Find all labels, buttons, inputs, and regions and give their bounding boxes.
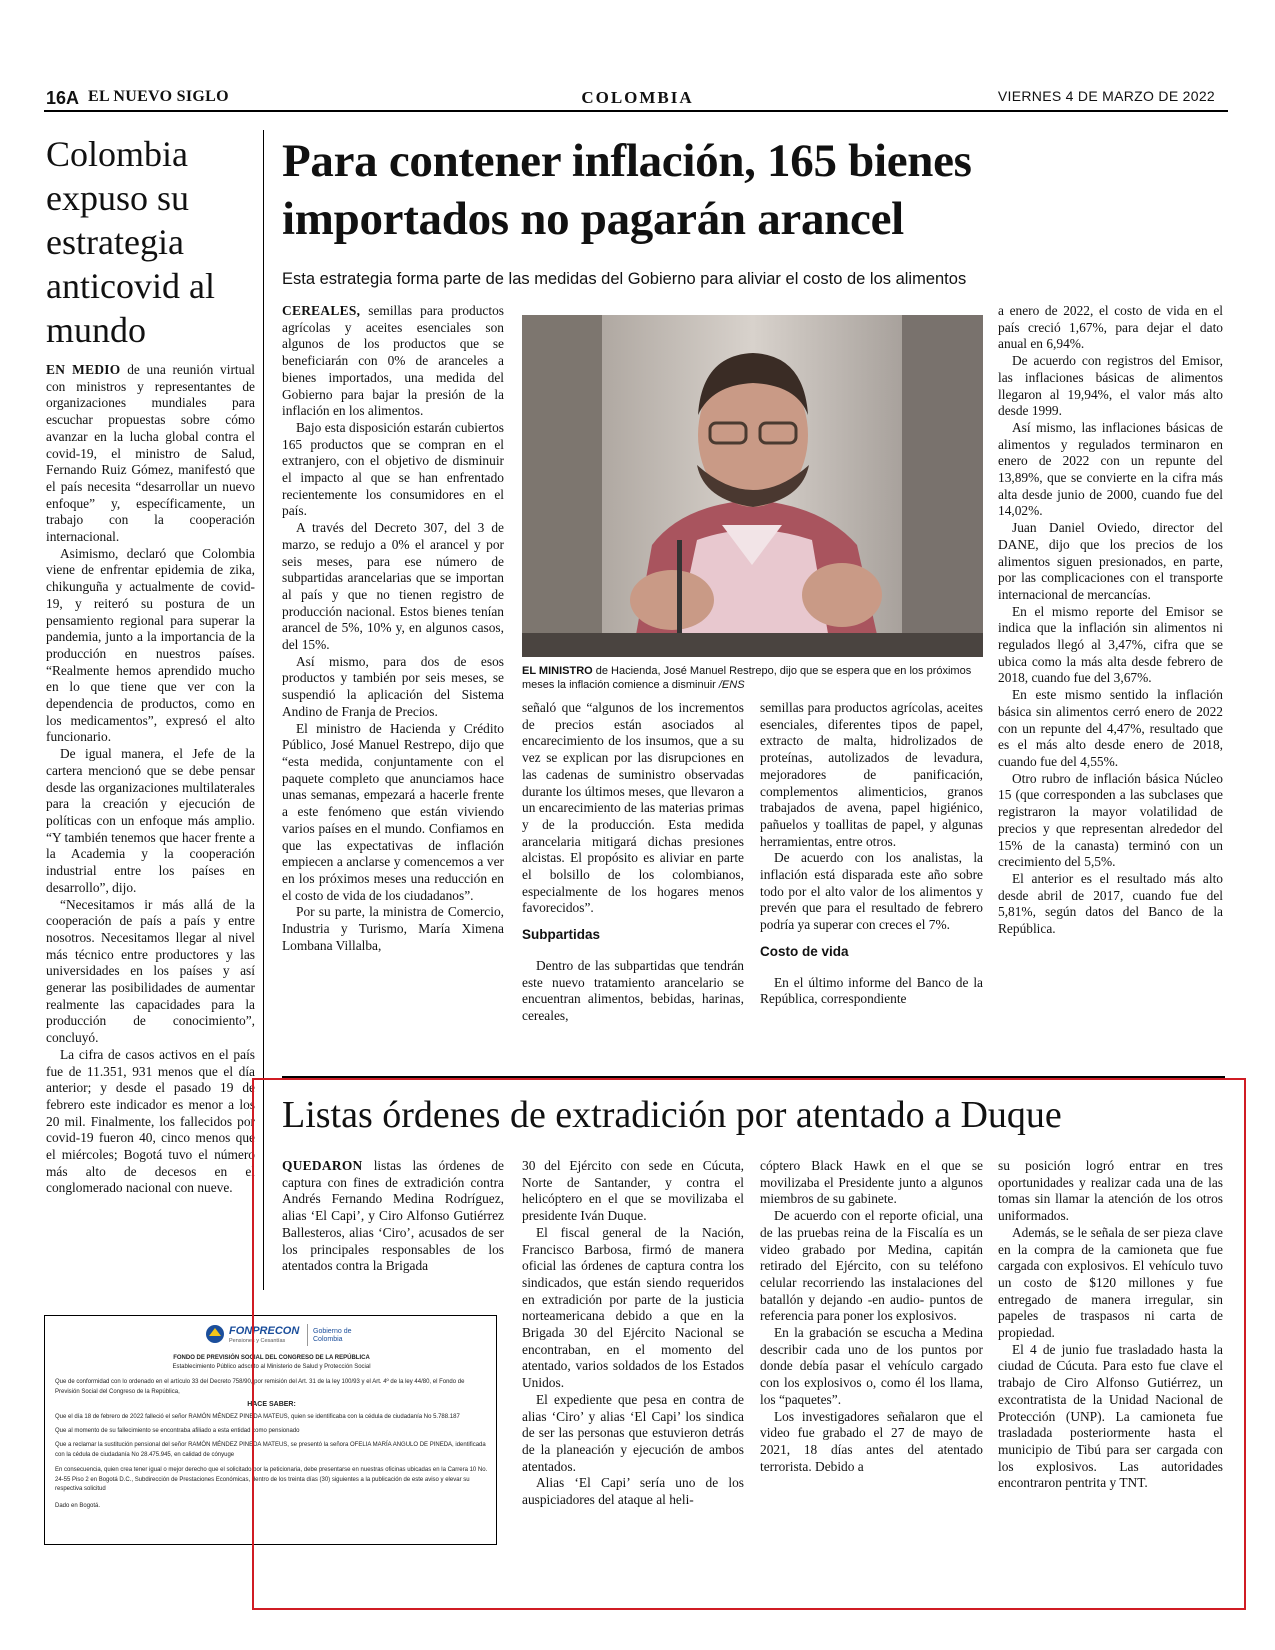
issue-date: VIERNES 4 DE MARZO DE 2022 xyxy=(997,88,1215,104)
fonprecon-logo-icon xyxy=(205,1324,225,1344)
notice-paragraph: Que a reclamar la sustitución pensional del señor RAMÓN MÉNDEZ PINEDA MATEUS, se presentó la señora OFELIA MARÍA ANGULO DE PINEDA, identificada con la cédula de ciudadanía No 28.475.945, en calidad de cónyuge xyxy=(55,1442,486,1458)
paragraph: De acuerdo con el reporte oficial, una de las pruebas reina de la Fiscalía es un video grabado por Medina, capitán retirado del Ejército, con su teléfono celular recorriendo las instalaciones del batallón y dejando -en audio- puntos de referencia para poner los explosivos. xyxy=(760,1208,983,1324)
paragraph: El anterior es el resultado más alto desde abril de 2017, cuando fue del 5,81%, según datos del Banco de la República. xyxy=(998,870,1223,937)
paragraph: Dentro de las subpartidas que tendrán este nuevo tratamiento arancelario se encuentran alimentos, bebidas, harinas, cereales, xyxy=(522,957,744,1023)
government-logo-text: Gobierno de Colombia xyxy=(313,1328,352,1343)
paragraph: La cifra de casos activos en el país fue de 11.351, 931 menos que el día anterior; y desde el pasado 19 de febrero este indicador es menor a los 20 mil. Finalmente, los fallecidos por covid-19 fueron 40, cinco menos que el miércoles; Bogotá tuvo el número más alto de decesos en el conglomerado nacional con nueve. xyxy=(46,1046,255,1196)
paragraph: Por su parte, la ministra de Comercio, Industria y Turismo, María Ximena Lombana Villalba, xyxy=(282,904,504,953)
caption-text: de Hacienda, José Manuel Restrepo, dijo que se espera que en los próximos meses la inflación comience a disminuir xyxy=(522,665,972,691)
notice-title: FONDO DE PREVISIÓN SOCIAL DEL CONGRESO DE LA REPÚBLICA xyxy=(173,1355,370,1361)
notice-hace-saber: HACE SABER: xyxy=(247,1401,296,1408)
paragraph: De acuerdo con los analistas, la inflación está disparada este año sobre todo por el alto valor de los alimentos y prevén que para el resultado de febrero podría ya superar con creces el 7%. xyxy=(760,850,983,933)
paragraph: listas las órdenes de captura con fines de extradición contra Andrés Fernando Medina Rodríguez, alias ‘El Capi’, y Ciro Alfonso Gutiérrez Ballesteros, alias ‘Ciro’, acusados de ser los principales responsables de los atentados contra la Brigada xyxy=(282,1158,504,1274)
highlight-box xyxy=(252,1078,1246,1610)
paragraph: De igual manera, el Jefe de la cartera mencionó que se debe pensar desde las organizaciones multilaterales para la creación y ejecución de políticas con un enfoque más amplio. “Y también tenemos que hacer frente a la Academia y la cooperación industrial entre los países en desarrollo”, dijo. xyxy=(46,746,255,895)
notice-paragraph: En consecuencia, quien crea tener igual o mejor derecho que el solicitado por la peticionaria, debe presentarse en nuestras oficinas ubicadas en la Carrera 10 No. 24-55 Piso 2 en Bogotá D.C., Subdirección de Prestaciones Económicas, dentro de los treinta días (30) siguientes a la publicación de este aviso y elevar su respectiva solicitud xyxy=(55,1467,488,1492)
second-story-lead: QUEDARON xyxy=(282,1158,363,1173)
notice-paragraph: Que de conformidad con lo ordenado en el artículo 33 del Decreto 758/90, por remisión del Art. 31 de la ley 100/93 y el Art. 4º de la ley 44/80, el Fondo de Previsión Social del Congreso de la República, xyxy=(55,1379,465,1395)
main-story-lead: CEREALES, xyxy=(282,303,361,318)
newspaper-name: EL NUEVO SIGLO xyxy=(88,88,229,105)
paragraph: Así mismo, para dos de esos productos y también por seis meses, se suspendió la aplicación del Sistema Andino de Franja de Precios. xyxy=(282,653,504,719)
side-story-lead: EN MEDIO xyxy=(46,362,121,377)
side-story-headline: Colombia expuso su estrategia anticovid al mundo xyxy=(46,134,215,350)
photo-caption xyxy=(522,664,983,692)
paragraph: “Necesitamos ir más allá de la cooperación de país a país y entre nosotros. Necesitamos llegar al nivel más técnico entre productores y las universidades en los países y así generar las posibilidades de aumentar realmente las capacidades para la producción de conocimiento”, concluyó. xyxy=(46,896,255,1046)
paragraph: El expediente que pesa en contra de alias ‘Ciro’ y alias ‘El Capi’ los sindica de ser las personas que estuvieron detrás de la planeación y ejecución de ambos atentados. xyxy=(522,1391,744,1474)
notice-subtitle: Establecimiento Público adscrito al Ministerio de Salud y Protección Social xyxy=(172,1364,371,1370)
fonprecon-tagline: Pensiones y Cesantías xyxy=(229,1338,286,1344)
paragraph: El ministro de Hacienda y Crédito Público, José Manuel Restrepo, dijo que “esta medida, conjuntamente con el paquete completo que anunciamos hace unas semanas, empezará a hacerle frente a este fenómeno que están viviendo varios países en el mundo. Confiamos en que las expectativas de inflación empiecen a anclarse y comencemos a ver en los próximos meses una reducción en el costo de vida de los ciudadanos”. xyxy=(282,720,504,903)
paragraph: semillas para productos agrícolas y aceites esenciales son algunos de los productos que se beneficiarán con 0% de aranceles a bienes importados, una medida del Gobierno para bajar la presión de la inflación en los alimentos. xyxy=(282,303,504,419)
paragraph: A través del Decreto 307, del 3 de marzo, se redujo a 0% el arancel y por seis meses, para ese número de subpartidas arancelarias que se importan al país y que no tienen registro de producción nacional. Estos bienes tenían arancel de 5%, 10% y, en algunos casos, del 15%. xyxy=(282,520,504,653)
header-rule xyxy=(44,110,1228,112)
paragraph: Así mismo, las inflaciones básicas de alimentos y regulados terminaron en enero de 2022 con un repunte del 13,89%, que se convierte en la cifra más alta desde junio de 2000, cuando fue del 14,02%. xyxy=(998,419,1223,519)
paragraph: de una reunión virtual con ministros y representantes de organizaciones mundiales para escuchar propuestas sobre cómo avanzar en la lucha global contra el covid-19, el ministro de Salud, Fernando Ruiz Gómez, manifestó que el país necesita “desarrollar un nuevo enfoque” y, específicamente, un trabajo con la cooperación internacional. xyxy=(46,362,255,545)
page-number: 16A xyxy=(46,88,80,108)
caption-credit: /ENS xyxy=(718,679,745,691)
paragraph: De acuerdo con registros del Emisor, las inflaciones básicas de alimentos llegaron al 19,94%, el valor más alto desde 1999. xyxy=(998,353,1223,419)
subheading: Subpartidas xyxy=(522,927,601,943)
main-story-column-2 xyxy=(522,700,744,1025)
paragraph: En la grabación se escucha a Medina describir cada uno de los puntos por donde debía pasar el vehículo cargado con los explosivos o, como él los llama, los “paquetes”. xyxy=(760,1325,983,1407)
paragraph: Juan Daniel Oviedo, director del DANE, dijo que los precios de los alimentos siguen presionados, en parte, por las complicaciones con el transporte internacional de mercancías. xyxy=(998,520,1223,602)
main-story-column-4 xyxy=(998,303,1223,938)
paragraph: Los investigadores señalaron que el video fue grabado el 27 de mayo de 2021, 18 días antes del atentado terrorista. Debido a xyxy=(760,1408,983,1474)
paragraph: señaló que “algunos de los incrementos de precios están asociados al encarecimiento de los insumos, que a su vez se explican por las disrupciones en las cadenas de suministro observadas durante los últimos meses, que llevaron a un encarecimiento de las materias primas y de la producción. Esta medida arancelaria mitigará dichas presiones alcistas. El propósito es aliviar en parte el bolsillo de los colombianos, especialmente de los hogares menos favorecidos”. xyxy=(522,700,744,916)
photo-illustration xyxy=(522,315,983,657)
side-story-body xyxy=(46,362,255,1197)
paragraph: Alias ‘El Capi’ sería uno de los auspiciadores del ataque al heli- xyxy=(522,1475,744,1508)
second-story-headline: Listas órdenes de extradición por atentado a Duque xyxy=(282,1094,1062,1136)
notice-paragraph: Que el día 18 de febrero de 2022 falleció el señor RAMÓN MÉNDEZ PINEDA MATEUS, quien se identificaba con la cédula de ciudadanía No 5.788.187 xyxy=(55,1414,460,1420)
section-name: COLOMBIA xyxy=(581,88,694,107)
main-story-column-1 xyxy=(282,303,504,954)
paragraph: Asimismo, declaró que Colombia viene de enfrentar epidemia de zika, chikunguña y actualmente de covid-19, y reiteró su postura de un pensamiento regional para superar la pandemia, junto a la importancia de la producción en nuestros países. “Realmente hemos aprendido mucho en lo que tiene que ver con la dependencia de productos, como en los medicamentos”, expresó el alto funcionario. xyxy=(46,545,255,745)
paragraph: su posición logró entrar en tres oportunidades y realizar cada una de las tomas sin llamar la atención de los otros uniformados. xyxy=(998,1158,1223,1224)
paragraph: semillas para productos agrícolas, aceites esenciales, diferentes tipos de papel, extracto de malta, hidrolizados de proteínas, autolizados de levadura, mejoradores de panificación, complementos alimenticios, granos trabajados de avena, papel higiénico, pañuelos y toallitas de papel, y algunas herramientas, entre otros. xyxy=(760,700,983,849)
main-story-column-3 xyxy=(760,700,983,1008)
notice-paragraph: Que al momento de su fallecimiento se encontraba afiliado a esta entidad como pensionado xyxy=(55,1428,300,1434)
paragraph: El fiscal general de la Nación, Francisco Barbosa, firmó de manera oficial las órdenes de captura contra los sindicados, que están siendo requeridos en extradición por parte de la justicia norteamericana debido a que en la Brigada 30 del Ejército Nacional se encontraban, en el momento del atentado, varios soldados de los Estados Unidos. xyxy=(522,1224,744,1391)
paragraph: En este mismo sentido la inflación básica sin alimentos cerró enero de 2022 con un repunte del 4,47%, resultado que es el más alto desde enero de 2018, cuando fue del 4,55%. xyxy=(998,687,1223,769)
paragraph: cóptero Black Hawk en el que se movilizaba el Presidente junto a algunos miembros de su gabinete. xyxy=(760,1158,983,1207)
paragraph: En el último informe del Banco de la República, correspondiente xyxy=(760,974,983,1007)
fonprecon-logo-text: FONPRECON xyxy=(229,1325,300,1337)
minister-photo xyxy=(522,315,983,657)
paragraph: a enero de 2022, el costo de vida en el país creció 1,67%, para dejar el dato anual en 6,94%. xyxy=(998,303,1223,352)
paragraph: En el mismo reporte del Emisor se indica que la inflación sin alimentos ni regulados llegó al 3,47%, cifra que se ubica como la más alta desde febrero de 2018, cuando fue del 3,67%. xyxy=(998,603,1223,686)
paragraph: Otro rubro de inflación básica Núcleo 15 (que corresponden a las subclases que registraron la mayor volatilidad de precios y que representan alrededor del 15% de la canasta) terminó con un crecimiento del 5,5%. xyxy=(998,770,1223,870)
paragraph: El 4 de junio fue trasladado hasta la ciudad de Cúcuta. Para esto fue clave el trabajo de Ciro Alfonso Gutiérrez, un excontratista de la Unidad Nacional de Protección (UNP). La camioneta fue trasladada posteriormente hasta el municipio de Tibú para ser cargada con los explosivos. Las autoridades encontraron pentrita y TNT. xyxy=(998,1341,1223,1491)
main-headline: Para contener inflación, 165 bienes importados no pagarán arancel xyxy=(282,135,972,245)
paragraph: 30 del Ejército con sede en Cúcuta, Norte de Santander, y contra el helicóptero en el que se movilizaba el presidente Iván Duque. xyxy=(522,1158,744,1224)
notice-closing: Dado en Bogotá. xyxy=(55,1503,101,1509)
main-subheadline: Esta estrategia forma parte de las medidas del Gobierno para aliviar el costo de los alimentos xyxy=(282,270,967,288)
caption-lead: EL MINISTRO xyxy=(522,665,593,677)
subheading: Costo de vida xyxy=(760,943,849,959)
paragraph: Además, se le señala de ser pieza clave en la compra de la camioneta que fue cargada con explosivos. El vehículo tuvo un costo de $120 millones y fue entregado de manera irregular, sin papeles de traspasos ni carta de propiedad. xyxy=(998,1224,1223,1341)
paragraph: Bajo esta disposición estarán cubiertos 165 productos que se compran en el extranjero, con el objetivo de disminuir el impacto al que se han enfrentado recientemente los consumidores en el país. xyxy=(282,419,504,519)
